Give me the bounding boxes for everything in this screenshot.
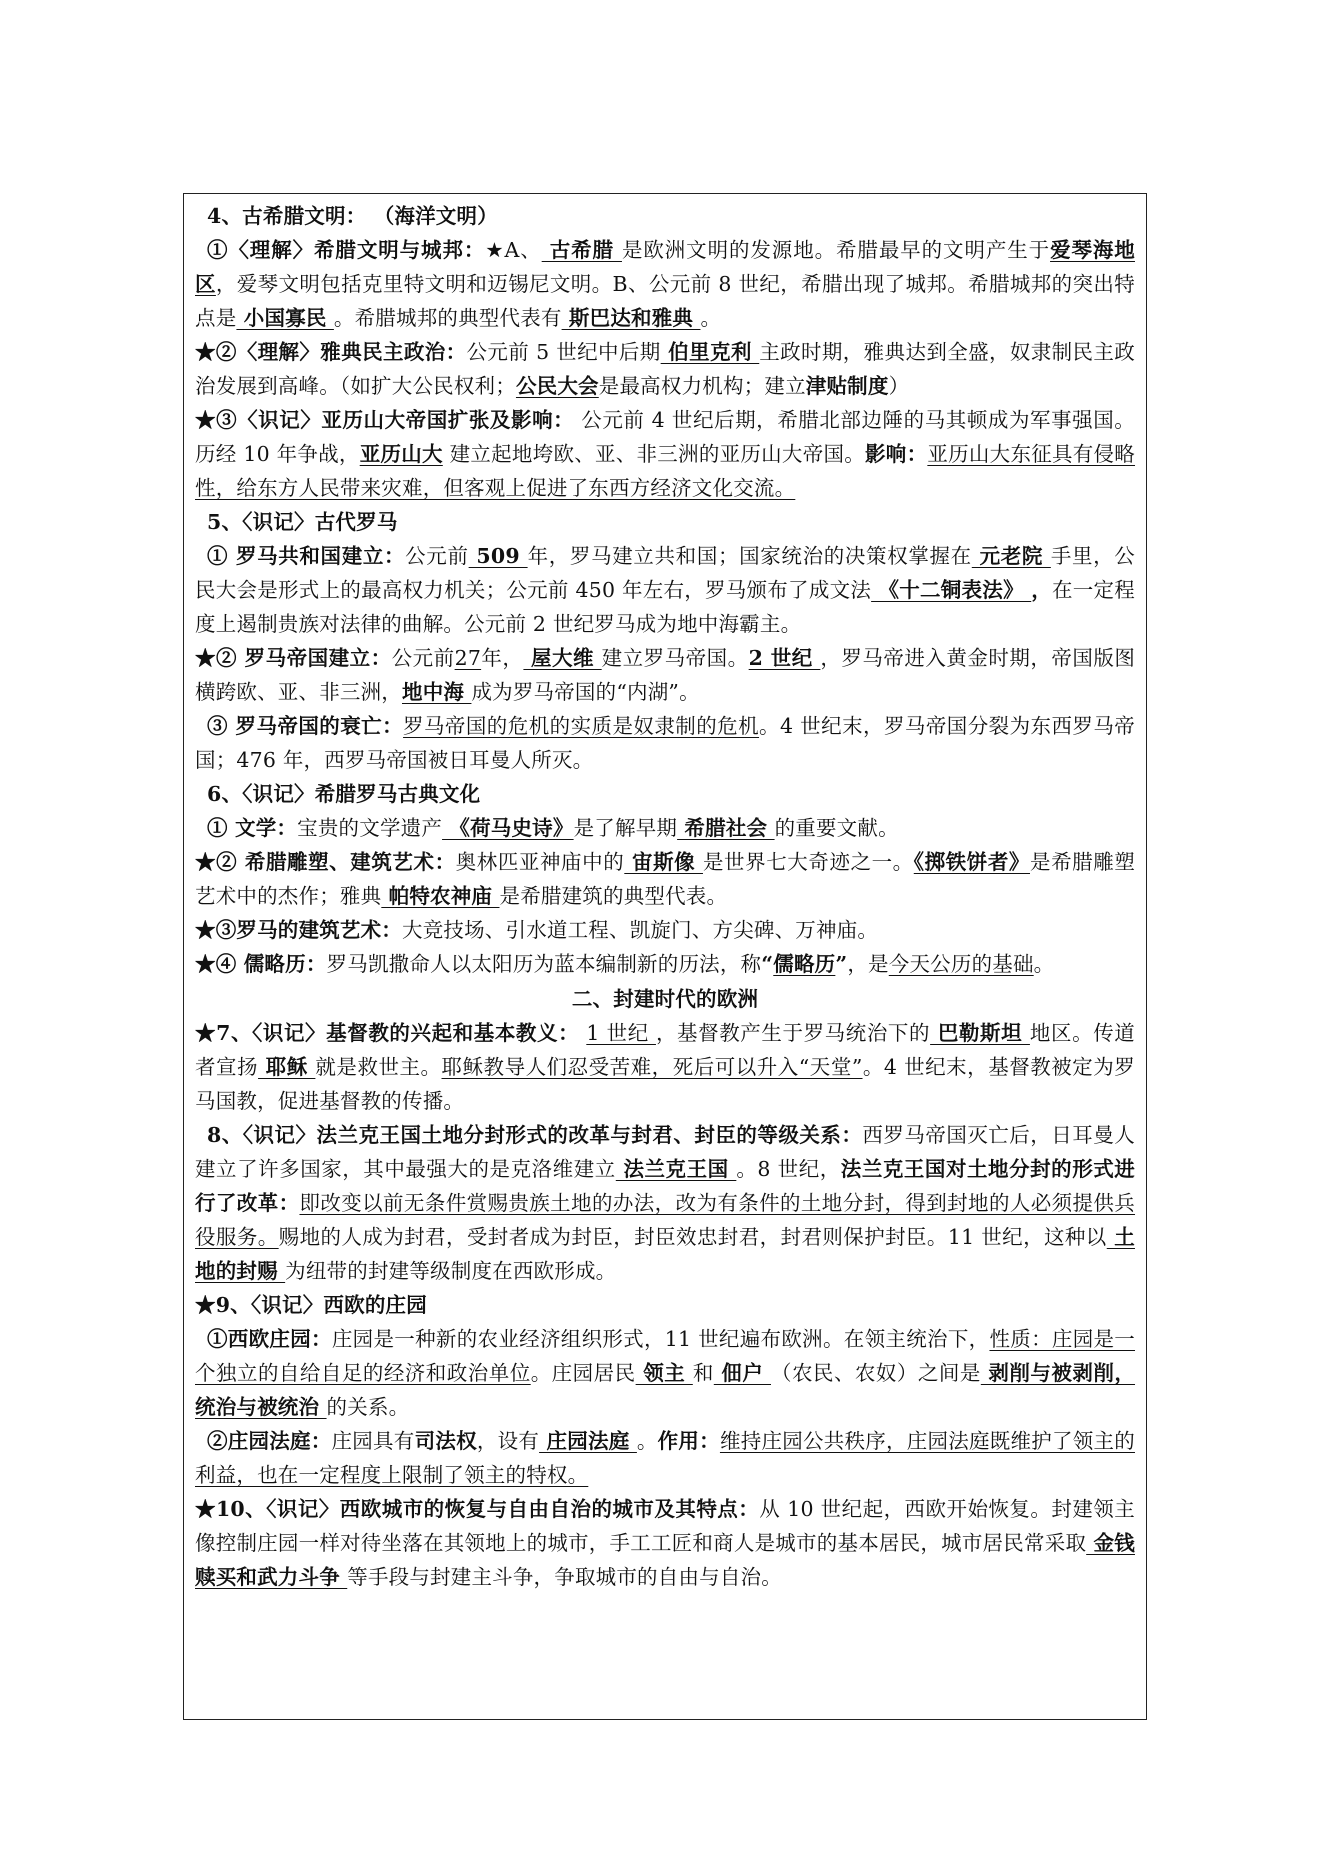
fill-blank-answer: 《荷马史诗》 bbox=[442, 816, 574, 840]
fill-blank-answer: 罗马帝国的危机的实质是奴隶制的危机 bbox=[403, 714, 760, 738]
fill-blank-answer: 2 世纪 bbox=[748, 646, 821, 670]
text-run: ） bbox=[888, 374, 910, 398]
fill-blank-answer: 希腊社会 bbox=[677, 816, 775, 840]
bold-text: 6、〈识记〉希腊罗马古典文化 bbox=[207, 782, 481, 806]
text-run: 。4 世纪末，基督教被定为罗马国教，促进基督教的传播。 bbox=[195, 1055, 1135, 1113]
text-run: 建立起地垮欧、亚、非三洲的亚历山大帝国。 bbox=[442, 442, 866, 466]
text-run: 公元前 4 世纪后期，希腊北部边陲的马其顿成为军事强国。历经 10 年争战， bbox=[195, 408, 1135, 466]
fill-blank-answer: 耶稣 bbox=[258, 1055, 316, 1079]
fill-blank-answer: 小国寡民 bbox=[236, 306, 334, 330]
bold-text: 4、古希腊文明： bbox=[207, 204, 367, 228]
bold-text: ★② 罗马帝国建立： bbox=[195, 646, 392, 670]
bold-text: ★9、〈识记〉西欧的庄园 bbox=[195, 1293, 427, 1317]
fill-blank-answer: 耶稣教导人们忍受苦难，死后可以升入“天堂” bbox=[441, 1055, 863, 1079]
fill-blank-answer: 27 bbox=[454, 646, 482, 670]
fill-blank-answer: 巴勒斯坦 bbox=[930, 1021, 1030, 1045]
bold-text: 影响： bbox=[865, 442, 928, 466]
paragraph bbox=[195, 641, 1135, 709]
paragraph bbox=[195, 539, 1135, 641]
text-run: 奥林匹亚神庙中的 bbox=[455, 850, 625, 874]
paragraph bbox=[195, 199, 1135, 233]
text-run: 的关系。 bbox=[326, 1395, 410, 1419]
fill-blank-answer: 1 世纪 bbox=[586, 1021, 656, 1045]
fill-blank-answer: 领主 bbox=[635, 1361, 693, 1385]
document-body bbox=[195, 199, 1135, 1594]
fill-blank-answer: 今天公历的基础 bbox=[888, 952, 1034, 976]
text-run: 建立罗马帝国。 bbox=[601, 646, 749, 670]
bold-text: 法兰克王国对土地分封的形式进行了改革： bbox=[195, 1157, 1135, 1215]
text-run: 。庄园居民 bbox=[530, 1361, 636, 1385]
text-run: 宝贵的文学遗产 bbox=[297, 816, 443, 840]
fill-blank-answer: 元老院 bbox=[971, 544, 1051, 568]
text-run: 年， bbox=[481, 646, 524, 670]
fill-blank-answer: 地中海 bbox=[402, 680, 472, 704]
text-run: 就是救世主。 bbox=[315, 1055, 442, 1079]
bold-text: ” bbox=[835, 952, 848, 976]
text-run: 地区。传道者宣扬 bbox=[195, 1021, 1135, 1079]
fill-blank-answer: 法兰克王国 bbox=[615, 1157, 737, 1181]
fill-blank-answer: 爱琴海地区 bbox=[195, 238, 1135, 296]
fill-blank-answer: 亚历山大东征具有侵略性，给东方人民带来灾难，但客观上促进了东西方经济文化交流。 bbox=[195, 442, 1136, 500]
bold-text: （海洋文明） bbox=[366, 204, 498, 228]
paragraph bbox=[195, 1492, 1135, 1594]
text-run: 是了解早期 bbox=[573, 816, 678, 840]
fill-blank-answer: 即改变以前无条件赏赐贵族土地的办法，改为有条件的土地分封，得到封地的人必须提供兵役服务。 bbox=[195, 1191, 1136, 1249]
paragraph bbox=[195, 1016, 1135, 1118]
bold-text: ★③罗马的建筑艺术： bbox=[195, 918, 402, 942]
bold-text: ①〈理解〉希腊文明与城邦： bbox=[207, 238, 486, 262]
fill-blank-answer: 性质：庄园是一个独立的自给自足的经济和政治单位 bbox=[195, 1327, 1136, 1385]
bold-text: ①西欧庄园： bbox=[207, 1327, 332, 1351]
text-run: （农民、农奴）之间是 bbox=[771, 1361, 981, 1385]
bold-text: 5、〈识记〉古代罗马 bbox=[207, 510, 398, 534]
text-run: 公元前 bbox=[391, 646, 455, 670]
fill-blank-answer: 伯里克利 bbox=[660, 340, 760, 364]
text-run: 庄园具有 bbox=[331, 1429, 415, 1453]
text-run: 。8 世纪， bbox=[736, 1157, 841, 1181]
fill-blank-answer: 宙斯像 bbox=[624, 850, 703, 874]
text-run: 公元前 5 世纪中后期 bbox=[466, 340, 661, 364]
text-run: 西罗马帝国灭亡后，日耳曼人建立了许多国家，其中最强大的是克洛维建立 bbox=[195, 1123, 1135, 1181]
paragraph bbox=[195, 233, 1135, 335]
text-run: 。 bbox=[700, 306, 722, 330]
text-run: 的重要文献。 bbox=[774, 816, 899, 840]
fill-blank-answer: 帕特农神庙 bbox=[381, 884, 500, 908]
fill-blank-answer: 维持庄园公共秩序，庄园法庭既维护了领主的利益，也在一定程度上限制了领主的特权。 bbox=[195, 1429, 1135, 1487]
text-run: 等手段与封建主斗争，争取城市的自由与自治。 bbox=[347, 1565, 782, 1589]
text-run: ★A、 bbox=[485, 238, 542, 262]
fill-blank-answer: 斯巴达和雅典 bbox=[561, 306, 701, 330]
fill-blank-answer: 剥削与被剥削，统治与被统治 bbox=[195, 1361, 1136, 1419]
paragraph bbox=[195, 1322, 1135, 1424]
bold-text: ① 罗马共和国建立： bbox=[207, 544, 406, 568]
text-run: 公元前 bbox=[405, 544, 469, 568]
text-run: 成为罗马帝国的“内湖”。 bbox=[471, 680, 700, 704]
bold-text: ★②〈理解〉雅典民主政治： bbox=[195, 340, 467, 364]
paragraph bbox=[195, 1288, 1135, 1322]
bold-text: ★③〈识记〉亚历山大帝国扩张及影响： bbox=[195, 408, 575, 432]
fill-blank-answer: 佃户 bbox=[713, 1361, 771, 1385]
bold-text: ★② 希腊雕塑、建筑艺术： bbox=[195, 850, 456, 874]
fill-blank-answer: 金钱赎买和武力斗争 bbox=[195, 1531, 1135, 1589]
text-run: 。 bbox=[1033, 952, 1055, 976]
bold-text: ②庄园法庭： bbox=[207, 1429, 332, 1453]
bold-text: ★10、〈识记〉西欧城市的恢复与自由自治的城市及其特点： bbox=[195, 1497, 760, 1521]
text-run: ，罗马帝进入黄金时期，帝国版图横跨欧、亚、非三洲， bbox=[195, 646, 1136, 704]
text-run: 庄园是一种新的农业经济组织形式，11 世纪遍布欧洲。在领主统治下， bbox=[331, 1327, 990, 1351]
text-run: 年，罗马建立共和国；国家统治的决策权掌握在 bbox=[527, 544, 972, 568]
text-run: 和 bbox=[692, 1361, 714, 1385]
paragraph bbox=[195, 505, 1135, 539]
fill-blank-answer: 《十二铜表法》 bbox=[871, 578, 1032, 602]
text-run: ，爱琴文明包括克里特文明和迈锡尼文明。B、公元前 8 世纪，希腊出现了城邦。希腊城邦的突出特点是 bbox=[195, 272, 1136, 330]
paragraph bbox=[195, 335, 1135, 403]
text-run: 是世界七大奇迹之一。 bbox=[702, 850, 914, 874]
bold-text: 作用： bbox=[657, 1429, 720, 1453]
text-run: 。希腊城邦的典型代表有 bbox=[333, 306, 562, 330]
text-run: 是希腊雕塑艺术中的杰作；雅典 bbox=[195, 850, 1136, 908]
fill-blank-answer: 屋大维 bbox=[523, 646, 602, 670]
paragraph bbox=[195, 947, 1135, 981]
fill-blank-answer: 公民大会 bbox=[515, 374, 599, 398]
fill-blank-answer: 儒略历 bbox=[773, 952, 836, 976]
text-run: ，设有 bbox=[476, 1429, 540, 1453]
bold-text: 津贴制度 bbox=[805, 374, 889, 398]
bold-text: 司法权 bbox=[414, 1429, 477, 1453]
text-run: ，是 bbox=[847, 952, 889, 976]
text-run: ，基督教产生于罗马统治下的 bbox=[655, 1021, 931, 1045]
paragraph bbox=[195, 403, 1135, 505]
bold-text: ① 文学： bbox=[207, 816, 298, 840]
text-run: 大竞技场、引水道工程、凯旋门、方尖碑、万神庙。 bbox=[402, 918, 879, 942]
paragraph bbox=[195, 845, 1135, 913]
text-run: 是最高权力机构；建立 bbox=[598, 374, 806, 398]
paragraph bbox=[195, 777, 1135, 811]
text-run: 主政时期，雅典达到全盛，奴隶制民主政治发展到高峰。（如扩大公民权利； bbox=[195, 340, 1135, 398]
section-heading bbox=[195, 982, 1135, 1016]
bold-text: 二、封建时代的欧洲 bbox=[571, 987, 759, 1011]
paragraph bbox=[195, 1424, 1135, 1492]
paragraph bbox=[195, 811, 1135, 845]
bold-text: 8、〈识记〉法兰克王国土地分封形式的改革与封君、封臣的等级关系： bbox=[207, 1123, 863, 1147]
text-run: 。 bbox=[636, 1429, 658, 1453]
text-run: 在一定程度上遏制贵族对法律的曲解。公元前 2 世纪罗马成为地中海霸主。 bbox=[195, 578, 1135, 636]
fill-blank-answer: 古希腊 bbox=[541, 238, 622, 262]
fill-blank-answer: 亚历山大 bbox=[359, 442, 443, 466]
fill-blank-answer: 土地的封赐 bbox=[195, 1225, 1135, 1283]
fill-blank-answer: 庄园法庭 bbox=[539, 1429, 637, 1453]
paragraph bbox=[195, 913, 1135, 947]
text-run: 是欧洲文明的发源地。希腊最早的文明产生于 bbox=[621, 238, 1051, 262]
paragraph bbox=[195, 709, 1135, 777]
text-run: 。4 世纪末，罗马帝国分裂为东西罗马帝国；476 年，西罗马帝国被日耳曼人所灭。 bbox=[195, 714, 1135, 772]
bold-text: ， bbox=[1031, 578, 1052, 602]
fill-blank-answer: 509 bbox=[468, 544, 528, 568]
bold-text: “ bbox=[761, 952, 774, 976]
text-run: 是希腊建筑的典型代表。 bbox=[499, 884, 728, 908]
bold-text: ★7、〈识记〉基督教的兴起和基本教义： bbox=[195, 1021, 580, 1045]
text-run: 手里，公民大会是形式上的最高权力机关；公元前 450 年左右，罗马颁布了成文法 bbox=[195, 544, 1135, 602]
bold-text: ★④ 儒略历： bbox=[195, 952, 327, 976]
text-run: 赐地的人成为封君，受封者成为封臣，封臣效忠封君，封君则保护封臣。11 世纪，这种以 bbox=[278, 1225, 1107, 1249]
bold-text: ③ 罗马帝国的衰亡： bbox=[207, 714, 404, 738]
text-run: 从 10 世纪起，西欧开始恢复。封建领主像控制庄园一样对待坐落在其领地上的城市，手工工匠和商人是城市的基本居民，城市居民常采取 bbox=[195, 1497, 1135, 1555]
paragraph bbox=[195, 1118, 1135, 1288]
text-run: 罗马凯撒命人以太阳历为蓝本编制新的历法，称 bbox=[326, 952, 762, 976]
text-run: 为纽带的封建等级制度在西欧形成。 bbox=[285, 1259, 617, 1283]
fill-blank-answer: 《掷铁饼者》 bbox=[913, 850, 1030, 874]
